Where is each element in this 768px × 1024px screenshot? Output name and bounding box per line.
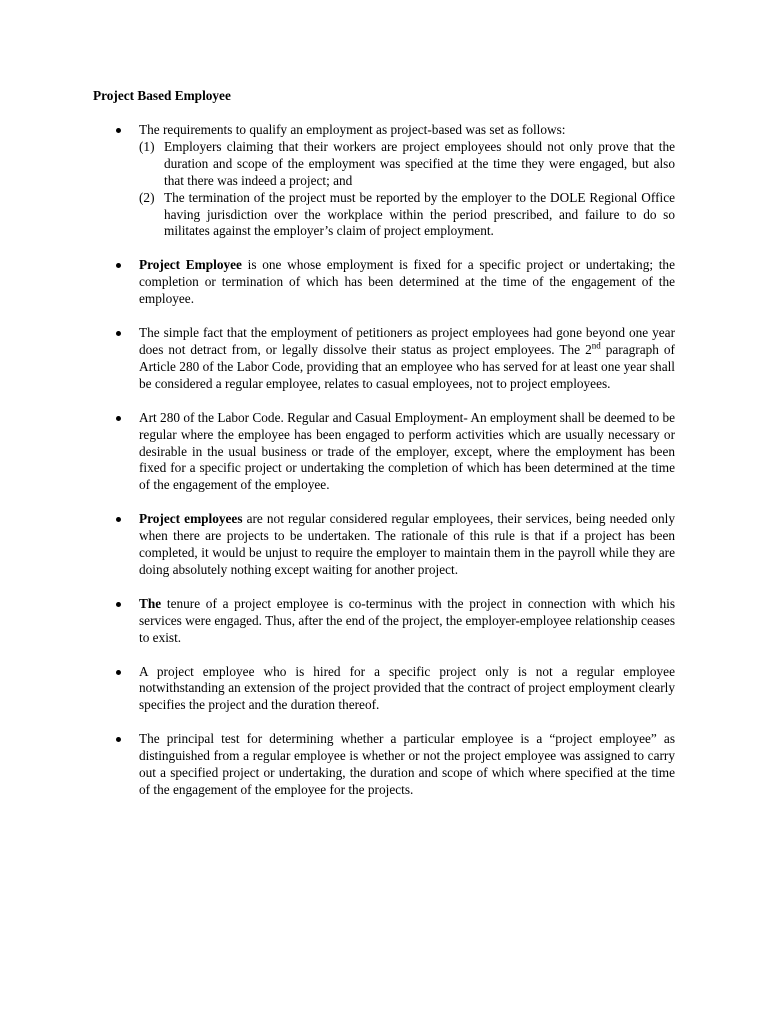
bold-term: The: [139, 595, 162, 611]
list-number: (2): [139, 189, 155, 205]
bullet-text: The principal test for determining whether a particular employee is a “project employee” as distinguished from a regular employee is whether or not the project employee was assigned to carry out a specified project or undertaking, the duration and scope of which where specified at the time of the engagement of the employee for the projects.: [139, 731, 675, 797]
bullet-body: are not regular considered regular employees, their services, being needed only when there are projects to be undertaken. The rationale of this rule is that if a project has been completed, it would be unjust to require the employer to maintain them in the payroll while they are doing absolutely nothing except waiting for another project.: [139, 511, 675, 577]
bullet-icon: [116, 602, 121, 607]
bullet-body-a: The simple fact that the employment of petitioners as project employees had gone beyond one year does not detract from, or legally dissolve their status as project employees. The 2: [139, 325, 675, 357]
bullet-item-tenure: [112, 596, 675, 647]
bold-term: Project Employee: [139, 257, 242, 273]
bullet-icon: [116, 737, 121, 742]
bullet-body: tenure of a project employee is co-terminus with the project in connection with which his services were engaged. Thus, after the end of the project, the employer-employee relationship ceases to exist.: [139, 595, 675, 645]
list-item: [139, 139, 675, 190]
bullet-list: [112, 122, 675, 816]
list-item: [139, 190, 675, 241]
bullet-icon: [116, 263, 121, 268]
bullet-body: is one whose employment is fixed for a specific project or undertaking; the completion or termination of which has been determined at the time of the engagement of the employee.: [139, 257, 675, 307]
bullet-item-extension: [112, 664, 675, 715]
bullet-text: Art 280 of the Labor Code. Regular and Casual Employment- An employment shall be deemed to be regular where the employee has been engaged to perform activities which are usually necessary or desirable in the usual business or trade of the employer, except, where the employment has been fixed for a specific project or undertaking the completion of which has been determined at the time of the engagement of the employee.: [139, 409, 675, 493]
bullet-item-requirements: [112, 122, 675, 240]
requirements-list: [139, 139, 675, 240]
document-title: Project Based Employee: [93, 88, 231, 103]
list-item-text: Employers claiming that their workers are project employees should not only prove that the duration and scope of the employment was specified at the time they were engaged, but also that there was indeed a project; and: [164, 138, 675, 188]
bullet-icon: [116, 128, 121, 133]
bullet-text: The requirements to qualify an employment as project-based was set as follows:: [139, 122, 566, 137]
bullet-item-art-280: [112, 410, 675, 495]
bullet-item-project-employee-definition: [112, 257, 675, 308]
bullet-item-not-regular: [112, 511, 675, 579]
bold-term: Project employees: [139, 511, 243, 527]
bullet-icon: [116, 670, 121, 675]
bullet-body-b: paragraph of Article 280 of the Labor Code, providing that an employee who has served for at least one year shall be considered a regular employee, relates to casual employees, not to project employees.: [139, 341, 675, 391]
bullet-text: A project employee who is hired for a specific project only is not a regular employee notwithstanding an extension of the project provided that the contract of project employment clearly specifies the project and the duration thereof.: [139, 663, 675, 713]
bullet-item-one-year-rule: [112, 325, 675, 393]
bullet-icon: [116, 416, 121, 421]
bullet-item-principal-test: [112, 731, 675, 799]
bullet-text: [139, 511, 675, 579]
ordinal-superscript: nd: [591, 340, 601, 351]
list-item-text: The termination of the project must be reported by the employer to the DOLE Regional Office having jurisdiction over the workplace within the period prescribed, and failure to do so militates against the employer’s claim of project employment.: [164, 189, 675, 239]
bullet-icon: [116, 517, 121, 522]
bullet-text: [139, 257, 675, 308]
bullet-text: [139, 596, 675, 647]
bullet-icon: [116, 331, 121, 336]
bullet-text: [139, 325, 675, 393]
list-number: (1): [139, 138, 155, 154]
